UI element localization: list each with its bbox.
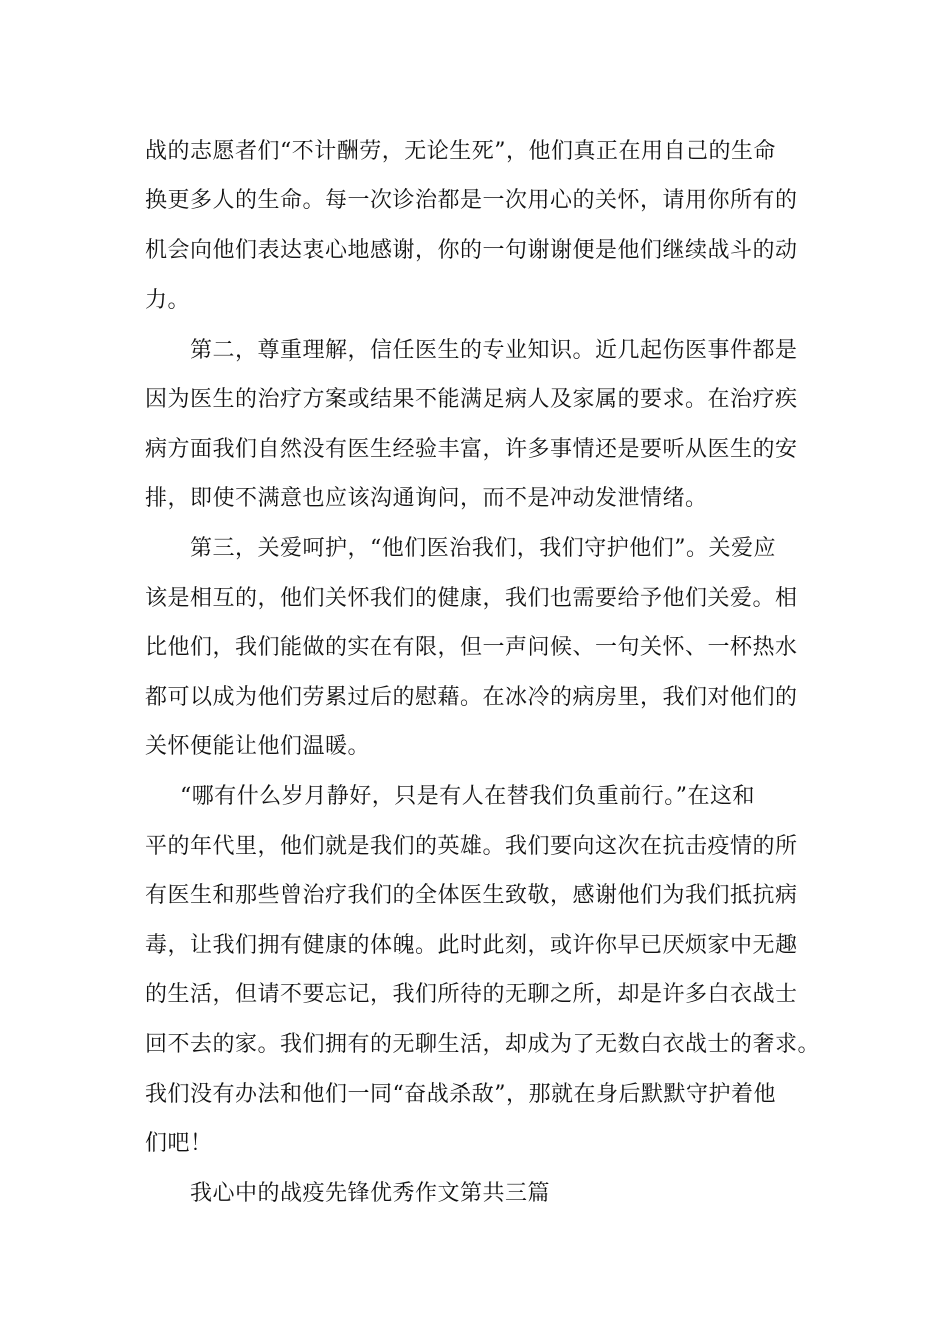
paragraph-start-line: 第三，关爱呵护，“他们医治我们，我们守护他们”。关爱应 [190,536,776,561]
text-line: 平的年代里，他们就是我们的英雄。我们要向这次在抗击疫情的所 [145,834,798,859]
text-line: 比他们，我们能做的实在有限，但一声问候、一句关怀、一杯热水 [145,635,798,660]
text-line: 病方面我们自然没有医生经验丰富，许多事情还是要听从医生的安 [145,437,798,462]
text-line: 排，即使不满意也应该沟通询问，而不是冲动发泄情绪。 [145,486,708,511]
text-line: 毒，让我们拥有健康的体魄。此时此刻，或许你早已厌烦家中无趣 [145,933,798,958]
text-line: 的生活，但请不要忘记，我们所待的无聊之所，却是许多白衣战士 [145,982,798,1007]
paragraph-start-line: 第二，尊重理解，信任医生的专业知识。近几起伤医事件都是 [190,338,798,363]
text-line: 我们没有办法和他们一同“奋战杀敌”，那就在身后默默守护着他 [145,1082,776,1107]
text-line: 该是相互的，他们关怀我们的健康，我们也需要给予他们关爱。相 [145,586,798,611]
text-line: 力。 [145,288,191,313]
section-heading: 我心中的战疫先锋优秀作文第共三篇 [190,1181,551,1206]
text-line: 有医生和那些曾治疗我们的全体医生致敬，感谢他们为我们抵抗病 [145,883,798,908]
text-line: 因为医生的治疗方案或结果不能满足病人及家属的要求。在治疗疾 [145,387,798,412]
text-line: 回不去的家。我们拥有的无聊生活，却成为了无数白衣战士的奢求。 [145,1032,821,1057]
text-line: 战的志愿者们“不计酬劳，无论生死”，他们真正在用自己的生命 [145,139,776,164]
text-line: 换更多人的生命。每一次诊治都是一次用心的关怀，请用你所有的 [145,188,798,213]
text-line: 机会向他们表达衷心地感谢，你的一句谢谢便是他们继续战斗的动 [145,238,798,263]
text-line: 都可以成为他们劳累过后的慰藉。在冰冷的病房里，我们对他们的 [145,685,798,710]
paragraph-start-line: “哪有什么岁月静好，只是有人在替我们负重前行。”在这和 [180,784,755,809]
text-line: 们吧！ [145,1131,213,1156]
text-line: 关怀便能让他们温暖。 [145,734,371,759]
